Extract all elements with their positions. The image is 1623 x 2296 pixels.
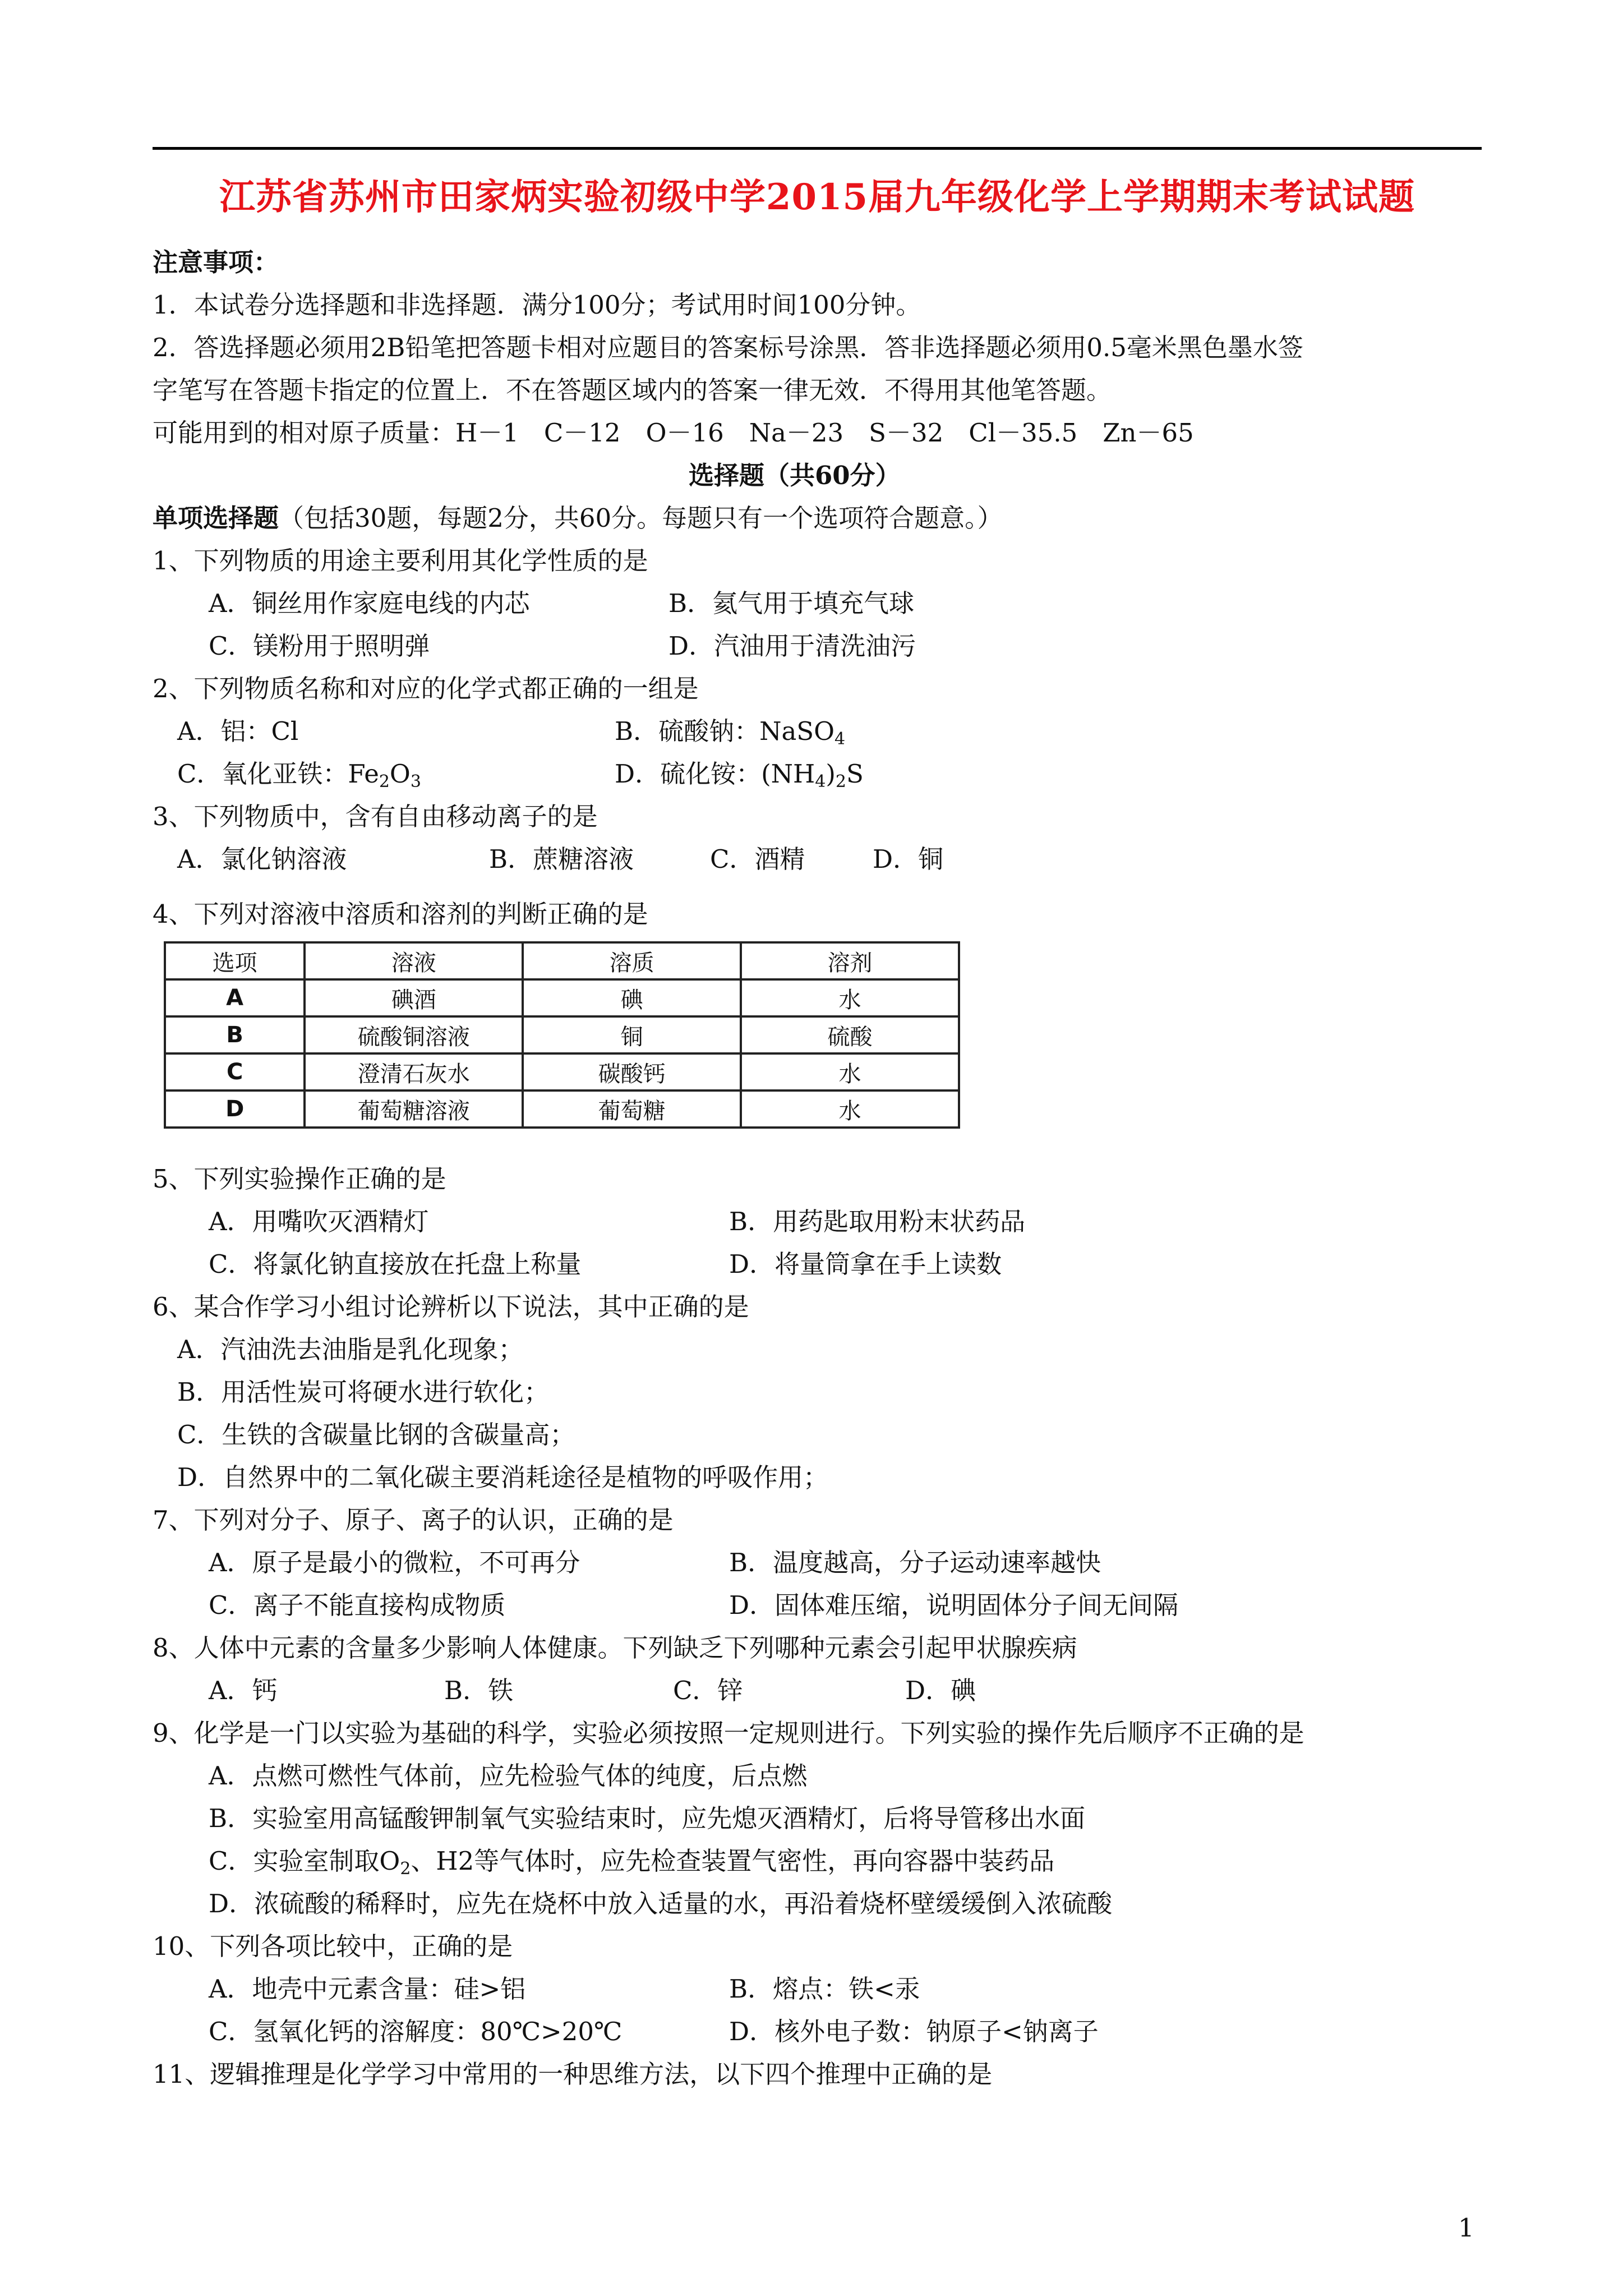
- table-header: 溶质: [523, 942, 741, 979]
- q5-option-b: B．用药匙取用粉末状药品: [729, 1207, 1026, 1236]
- q6-option-d: D．自然界中的二氧化碳主要消耗途径是植物的呼吸作用；: [177, 1462, 829, 1492]
- notes-heading: 注意事项：: [153, 247, 279, 277]
- table-cell: 水: [741, 1091, 959, 1128]
- table-cell: C: [165, 1053, 305, 1091]
- q10-stem: 10、下列各项比较中，正确的是: [153, 1931, 513, 1961]
- table-row: [165, 979, 959, 1016]
- q9-option-a: A．点燃可燃性气体前，应先检验气体的纯度，后点燃: [209, 1761, 808, 1791]
- q4-stem: 4、下列对溶液中溶质和溶剂的判断正确的是: [153, 899, 648, 929]
- q9-option-b: B．实验室用高锰酸钾制氧气实验结束时，应先熄灭酒精灯，后将导管移出水面: [209, 1803, 1086, 1833]
- q1-option-c: C．镁粉用于照明弹: [209, 631, 430, 661]
- q1-option-a: A．铜丝用作家庭电线的内芯: [209, 588, 530, 618]
- table-cell: 碳酸钙: [523, 1053, 741, 1091]
- table-cell: 硫酸铜溶液: [305, 1016, 523, 1053]
- q3-option-a: A．氯化钠溶液: [177, 844, 347, 874]
- q7-option-b: B．温度越高，分子运动速率越快: [729, 1548, 1101, 1577]
- q10-option-d: D．核外电子数：钠原子<钠离子: [729, 2017, 1099, 2046]
- table-cell: 硫酸: [741, 1016, 959, 1053]
- table-cell: 水: [741, 1053, 959, 1091]
- table-header-row: [165, 942, 959, 979]
- table-cell: 碘酒: [305, 979, 523, 1016]
- q3-stem: 3、下列物质中，含有自由移动离子的是: [153, 802, 598, 831]
- q7-stem: 7、下列对分子、原子、离子的认识，正确的是: [153, 1505, 674, 1535]
- table-header: 选项: [165, 942, 305, 979]
- table-cell: 水: [741, 979, 959, 1016]
- q2-option-c: C．氧化亚铁：$Fe_2O_3$: [177, 759, 421, 792]
- q9-option-d: D．浓硫酸的稀释时，应先在烧杯中放入适量的水，再沿着烧杯壁缓缓倒入浓硫酸: [209, 1889, 1113, 1918]
- note-2a: 2．答选择题必须用2B铅笔把答题卡相对应题目的答案标号涂黑．答非选择题必须用0.5毫米黑色墨水签: [153, 333, 1303, 362]
- q10-option-c: C．氢氧化钙的溶解度：80℃>20℃: [209, 2017, 623, 2046]
- table-cell: 葡萄糖: [523, 1091, 741, 1128]
- q5-option-a: A．用嘴吹灭酒精灯: [209, 1207, 429, 1236]
- q10-option-a: A．地壳中元素含量：硅>铝: [209, 1974, 526, 2004]
- q2-option-b: B．硫酸钠：NaSO$_4$: [615, 716, 846, 749]
- q7-option-d: D．固体难压缩，说明固体分子间无间隔: [729, 1590, 1179, 1620]
- table-cell: B: [165, 1016, 305, 1053]
- section-title: 选择题（共60分）: [689, 461, 901, 490]
- q7-option-c: C．离子不能直接构成物质: [209, 1590, 506, 1620]
- note-2b: 字笔写在答题卡指定的位置上．不在答题区域内的答案一律无效．不得用其他笔答题。: [153, 375, 1112, 405]
- table-cell: 澄清石灰水: [305, 1053, 523, 1091]
- q9-option-c: C．实验室制取$O_2$、H2等气体时，应先检查装置气密性，再向容器中装药品: [209, 1846, 1055, 1879]
- q5-option-d: D．将量筒拿在手上读数: [729, 1249, 1002, 1279]
- q4-table: [164, 941, 960, 1129]
- header-rule: [153, 147, 1482, 150]
- q8-option-b: B．铁: [444, 1676, 514, 1705]
- page-number: 1: [1458, 2213, 1474, 2243]
- q3-option-d: D．铜: [873, 844, 944, 874]
- q8-option-d: D．碘: [905, 1676, 976, 1705]
- q10-option-b: B．熔点：铁<汞: [729, 1974, 920, 2004]
- table-cell: D: [165, 1091, 305, 1128]
- q1-option-b: B．氦气用于填充气球: [668, 588, 915, 618]
- section-instructions: [153, 501, 1003, 535]
- atomic-masses: 可能用到的相对原子质量：H－1 C－12 O－16 Na－23 S－32 Cl－35.5 Zn－65: [153, 418, 1194, 448]
- table-cell: 葡萄糖溶液: [305, 1091, 523, 1128]
- table-row: [165, 1016, 959, 1053]
- q8-stem: 8、人体中元素的含量多少影响人体健康。下列缺乏下列哪种元素会引起甲状腺疾病: [153, 1633, 1077, 1663]
- note-1: 1．本试卷分选择题和非选择题．满分100分；考试用时间100分钟。: [153, 290, 921, 320]
- q3-option-b: B．蔗糖溶液: [489, 844, 634, 874]
- q2-stem: 2、下列物质名称和对应的化学式都正确的一组是: [153, 674, 699, 703]
- q5-stem: 5、下列实验操作正确的是: [153, 1164, 446, 1194]
- q7-option-a: A．原子是最小的微粒，不可再分: [209, 1548, 580, 1577]
- exam-title: 江苏省苏州市田家炳实验初级中学2015届九年级化学上学期期末考试试题: [219, 176, 1415, 218]
- table-cell: 铜: [523, 1016, 741, 1053]
- q3-option-c: C．酒精: [710, 844, 805, 874]
- q2-option-d: D．硫化铵：$(NH_4)_2S$: [615, 759, 864, 792]
- q9-stem: 9、化学是一门以实验为基础的科学，实验必须按照一定规则进行。下列实验的操作先后顺序不正确的是: [153, 1718, 1304, 1748]
- table-row: [165, 1091, 959, 1128]
- q6-option-c: C．生铁的含碳量比钢的含碳量高；: [177, 1420, 575, 1450]
- table-cell: A: [165, 979, 305, 1016]
- q6-stem: 6、某合作学习小组讨论辨析以下说法，其中正确的是: [153, 1292, 749, 1322]
- section-subtitle-detail: （包括30题，每题2分，共60分。每题只有一个选项符合题意。）: [279, 503, 1003, 533]
- q8-option-a: A．钙: [209, 1676, 278, 1705]
- table-row: [165, 1053, 959, 1091]
- q1-option-d: D．汽油用于清洗油污: [668, 631, 916, 661]
- q2-option-a: A．铝：Cl: [177, 716, 299, 746]
- q8-option-c: C．锌: [673, 1676, 743, 1705]
- q1-stem: 1、下列物质的用途主要利用其化学性质的是: [153, 546, 648, 576]
- q6-option-b: B．用活性炭可将硬水进行软化；: [177, 1377, 550, 1407]
- table-header: 溶剂: [741, 942, 959, 979]
- table-header: 溶液: [305, 942, 523, 979]
- q11-stem: 11、逻辑推理是化学学习中常用的一种思维方法，以下四个推理中正确的是: [153, 2059, 993, 2089]
- section-subtitle: 单项选择题: [153, 503, 279, 533]
- q6-option-a: A．汽油洗去油脂是乳化现象；: [177, 1335, 524, 1364]
- q5-option-c: C．将氯化钠直接放在托盘上称量: [209, 1249, 582, 1279]
- table-cell: 碘: [523, 979, 741, 1016]
